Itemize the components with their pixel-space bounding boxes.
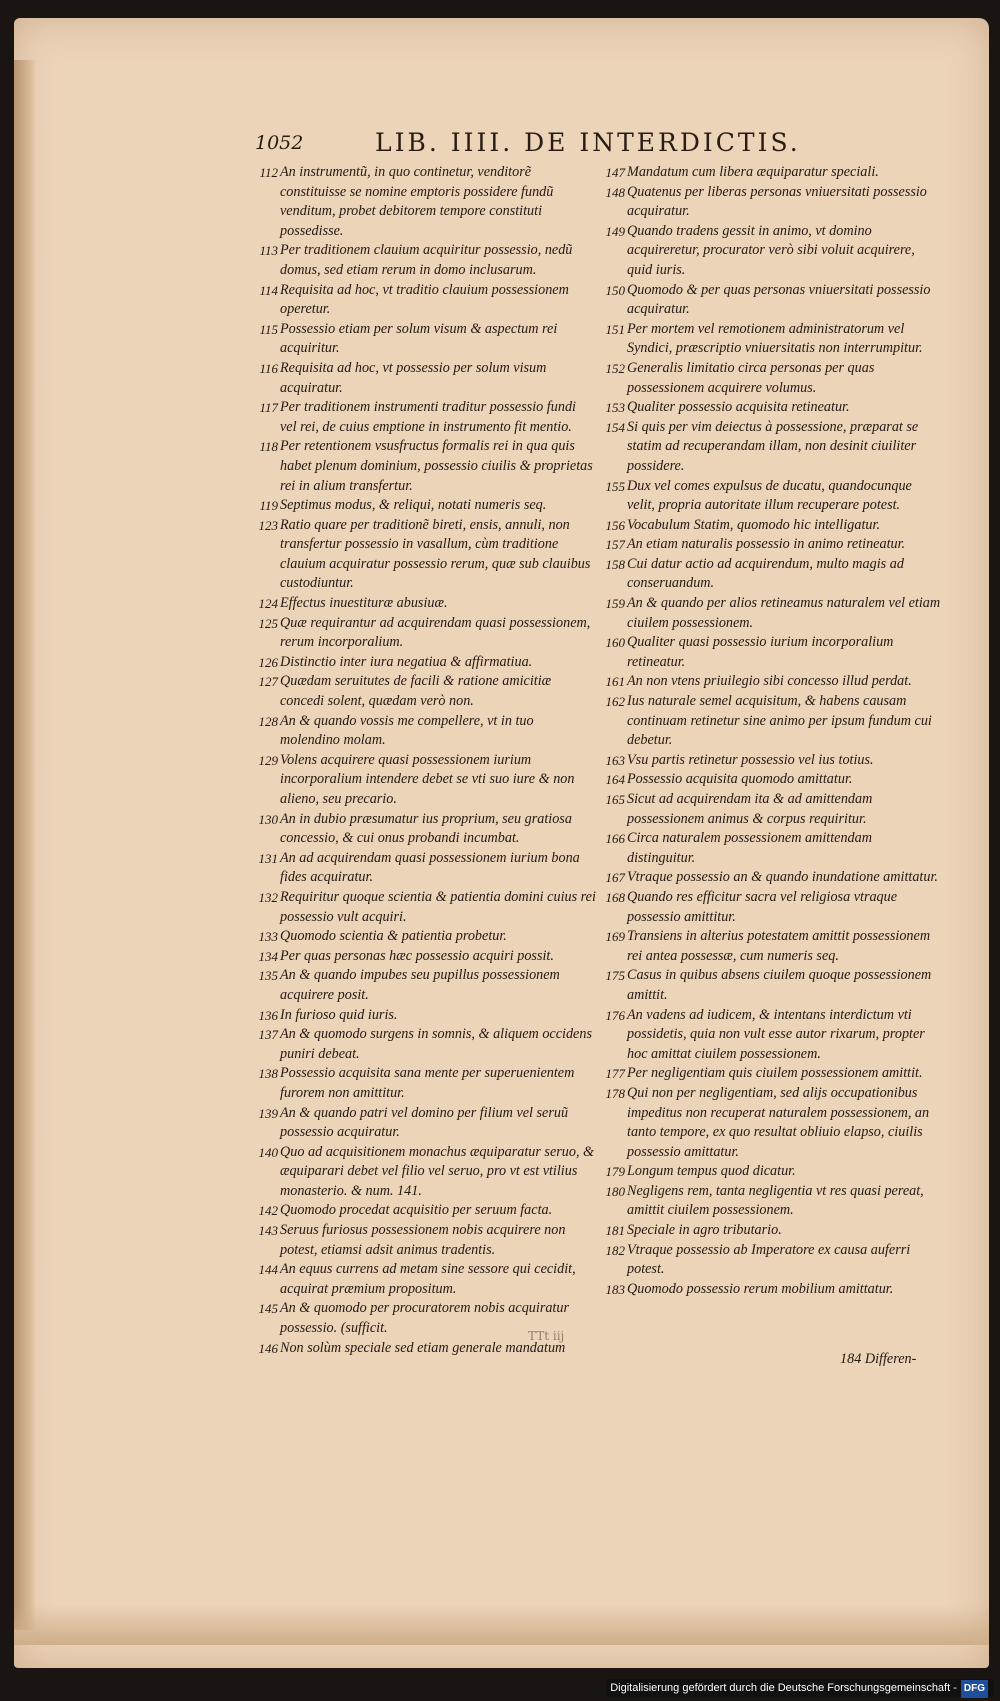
entry-number: 167 <box>605 870 625 886</box>
entry-number: 140 <box>258 1144 278 1160</box>
index-entry <box>256 163 596 241</box>
entry-text: Negligens rem, tanta negligentia vt res quasi pereat, amittit ciuilem possessionem. <box>627 1182 924 1219</box>
index-entry <box>603 535 943 555</box>
entry-number: 130 <box>258 811 278 827</box>
entry-text: Circa naturalem possessionem amittendam distinguitur. <box>627 830 872 866</box>
index-entry <box>256 1143 596 1202</box>
index-entry <box>256 281 596 320</box>
entry-text: An & quomodo per procuratorem nobis acquiratur possessio. (sufficit. <box>280 1300 569 1337</box>
entry-number: 166 <box>605 831 625 847</box>
index-entry <box>603 790 943 829</box>
dfg-logo: DFG <box>961 1680 988 1698</box>
index-entry <box>256 751 596 810</box>
index-entry <box>256 927 596 947</box>
index-entry <box>603 692 943 751</box>
entry-number: 178 <box>605 1085 625 1101</box>
index-entry <box>603 888 943 927</box>
entry-number: 137 <box>258 1027 278 1043</box>
entry-text: An non vtens priuilegio sibi concesso illud perdat. <box>627 673 912 690</box>
entry-number: 153 <box>605 400 625 416</box>
index-entry <box>603 281 943 320</box>
entry-number: 132 <box>258 889 278 905</box>
page-number: 1052 <box>255 132 304 154</box>
entry-text: An & quando impubes seu pupillus possessionem acquirere posit. <box>280 967 560 1003</box>
entry-text: Seruus furiosus possessionem nobis acquirere non potest, etiamsi adsit animus tradentis. <box>280 1222 566 1258</box>
index-entry <box>603 672 943 692</box>
entry-text: An & quando patri vel domino per filium vel seruũ possessio acquiratur. <box>280 1104 569 1141</box>
index-entry <box>256 888 596 927</box>
index-entry <box>603 418 943 477</box>
entry-number: 164 <box>605 772 625 788</box>
entry-text: Volens acquirere quasi possessionem iurium incorporalium intendere debet se vti suo iure & non alieno, seu precario. <box>280 751 575 807</box>
index-entry <box>603 633 943 672</box>
entry-text: Vsu partis retinetur possessio vel ius totius. <box>627 751 874 768</box>
digitization-footer <box>606 1679 994 1697</box>
entry-number: 123 <box>258 517 278 533</box>
index-entry <box>256 1201 596 1221</box>
index-entry <box>603 751 943 771</box>
entry-text: Quomodo scientia & patientia probetur. <box>280 928 507 945</box>
entry-text: Casus in quibus absens ciuilem quoque possessionem amittit. <box>627 967 932 1003</box>
entry-number: 133 <box>258 929 278 945</box>
index-column-right <box>603 163 943 1299</box>
entry-text: An ad acquirendam quasi possessionem iurium bona fides acquiratur. <box>280 849 580 886</box>
entry-text: Cui datur actio ad acquirendum, multo magis ad conseruandum. <box>627 555 904 592</box>
entry-text: Qualiter quasi possessio iurium incorporalium retineatur. <box>627 634 894 670</box>
entry-text: Qualiter possessio acquisita retineatur. <box>627 399 850 416</box>
entry-number: 160 <box>605 635 625 651</box>
entry-number: 175 <box>605 968 625 984</box>
entry-text: Requisita ad hoc, vt possessio per solum visum acquiratur. <box>280 359 547 396</box>
entry-number: 169 <box>605 929 625 945</box>
entry-number: 124 <box>258 596 278 612</box>
page-header <box>255 128 915 158</box>
entry-text: Mandatum cum libera æquiparatur speciali. <box>627 164 879 180</box>
entry-text: Per quas personas hæc possessio acquiri possit. <box>280 947 554 964</box>
entry-number: 128 <box>258 713 278 729</box>
entry-number: 151 <box>605 321 625 337</box>
index-entry <box>256 241 596 280</box>
index-entry <box>256 653 596 673</box>
entry-text: Quando tradens gessit in animo, vt domino acquireretur, procurator verò sibi voluit acquirere, quid iuris. <box>627 222 915 278</box>
index-entry <box>256 849 596 888</box>
index-entry <box>603 1162 943 1182</box>
entry-text: Requiritur quoque scientia & patientia domini cuius rei possessio vult acquiri. <box>280 888 596 925</box>
entry-number: 149 <box>605 223 625 239</box>
entry-text: Ratio quare per traditionẽ bireti, ensis, annuli, non transfertur possessio in vasallum, cùm traditione clauium acquiratur possessio rerum, quæ sub clauibus custodiuntur. <box>280 516 591 592</box>
entry-number: 163 <box>605 752 625 768</box>
index-entry <box>603 222 943 281</box>
entry-text: Quædam seruitutes de facili & ratione amicitiæ concedi solent, quædam verò non. <box>280 673 552 710</box>
entry-number: 135 <box>258 968 278 984</box>
entry-text: An etiam naturalis possessio in animo retineatur. <box>627 536 906 553</box>
entry-text: Quando res efficitur sacra vel religiosa vtraque possessio amittitur. <box>627 888 898 925</box>
page-bottom-edge <box>14 1605 989 1645</box>
entry-text: Per mortem vel remotionem administratorum vel Syndici, præscriptio vniuersitatis non interrumpitur. <box>627 320 923 357</box>
entry-text: Septimus modus, & reliqui, notati numeris seq. <box>280 497 547 514</box>
entry-number: 134 <box>258 948 278 964</box>
index-column-left <box>256 163 596 1358</box>
index-entry <box>603 770 943 790</box>
entry-number: 112 <box>259 165 278 180</box>
index-entry <box>256 516 596 594</box>
index-entry <box>256 594 596 614</box>
index-entry <box>256 1221 596 1260</box>
page-gutter <box>14 60 36 1630</box>
index-entry <box>256 398 596 437</box>
entry-number: 156 <box>605 517 625 533</box>
index-entry <box>256 966 596 1005</box>
index-entry <box>603 516 943 536</box>
entry-text: Quæ requirantur ad acquirendam quasi possessionem, rerum incorporalium. <box>280 614 591 651</box>
entry-text: An & quomodo surgens in somnis, & aliquem occidens puniri debeat. <box>280 1026 592 1062</box>
entry-text: Per traditionem clauium acquiritur possessio, nedũ domus, sed etiam rerum in domo inclusarum. <box>280 242 573 278</box>
index-entry <box>603 183 943 222</box>
index-entry <box>603 320 943 359</box>
entry-number: 168 <box>605 889 625 905</box>
entry-number: 125 <box>258 615 278 631</box>
index-entry <box>603 1280 943 1300</box>
entry-number: 146 <box>258 1340 278 1356</box>
signature-mark: TTt iij <box>528 1329 565 1343</box>
entry-text: Generalis limitatio circa personas per quas possessionem acquirere volumus. <box>627 359 875 396</box>
entry-text: An vadens ad iudicem, & intentans interdictum vti possidetis, quia non vult esse autor rixarum, propter hoc amittat ciuilem possessionem. <box>627 1006 925 1062</box>
index-entry <box>256 496 596 516</box>
entry-text: An equus currens ad metam sine sessore qui cecidit, acquirat præmium propositum. <box>280 1261 576 1297</box>
index-entry <box>256 359 596 398</box>
index-entry <box>603 1182 943 1221</box>
entry-number: 113 <box>259 243 278 259</box>
entry-text: Quomodo procedat acquisitio per seruum facta. <box>280 1202 553 1219</box>
entry-number: 154 <box>605 419 625 435</box>
index-entry <box>603 359 943 398</box>
catchword: 184 Differen- <box>840 1351 917 1367</box>
entry-text: Quatenus per liberas personas vniuersitati possessio acquiratur. <box>627 183 927 220</box>
index-entry <box>256 947 596 967</box>
entry-text: Qui non per negligentiam, sed alijs occupationibus impeditus non recuperat naturalem possessionem, an tanto tempore, ex quo resultat obliuio elapso, ciuilis possessio amittatur. <box>627 1084 930 1160</box>
entry-text: Vtraque possessio an & quando inundatione amittatur. <box>627 869 938 886</box>
index-entry <box>256 1025 596 1064</box>
index-entry <box>603 1084 943 1162</box>
entry-number: 152 <box>605 360 625 376</box>
entry-number: 129 <box>258 752 278 768</box>
index-entry <box>603 1064 943 1084</box>
running-head: LIB. IIII. DE INTERDICTIS. <box>375 128 801 157</box>
index-entry <box>603 1241 943 1280</box>
entry-number: 182 <box>605 1242 625 1258</box>
entry-number: 145 <box>258 1301 278 1317</box>
entry-text: Transiens in alterius potestatem amittit possessionem rei antea possessæ, cum numeris seq. <box>627 928 931 964</box>
entry-text: Possessio etiam per solum visum & aspectum rei acquiritur. <box>280 320 558 357</box>
entry-number: 181 <box>605 1223 625 1239</box>
entry-number: 161 <box>605 674 625 690</box>
index-entry <box>603 398 943 418</box>
index-entry <box>603 966 943 1005</box>
entry-number: 147 <box>605 165 625 180</box>
entry-number: 126 <box>258 654 278 670</box>
entry-number: 158 <box>605 556 625 572</box>
index-entry <box>603 163 943 183</box>
index-entry <box>603 594 943 633</box>
entry-text: Sicut ad acquirendam ita & ad amittendam possessionem animus & corpus requiritur. <box>627 791 873 827</box>
entry-number: 157 <box>605 537 625 553</box>
entry-number: 119 <box>259 498 278 514</box>
entry-number: 114 <box>259 282 278 298</box>
entry-number: 155 <box>605 478 625 494</box>
entry-text: Distinctio inter iura negatiua & affirmatiua. <box>280 653 533 670</box>
index-entry <box>256 1104 596 1143</box>
entry-number: 136 <box>258 1007 278 1023</box>
index-entry <box>603 477 943 516</box>
entry-number: 116 <box>259 360 278 376</box>
entry-number: 127 <box>258 674 278 690</box>
index-entry <box>256 1006 596 1026</box>
entry-text: Quo ad acquisitionem monachus æquiparatur seruo, & æquiparari debet vel filio vel seruo, pro vt est vtilius monasterio. & num. 141. <box>280 1143 595 1199</box>
entry-number: 177 <box>605 1066 625 1082</box>
index-entry <box>603 829 943 868</box>
entry-number: 179 <box>605 1164 625 1180</box>
entry-text: Si quis per vim deiectus à possessione, præparat se statim ad recuperandam illam, non desinit ciuiliter possidere. <box>627 418 919 474</box>
index-entry <box>256 320 596 359</box>
entry-number: 159 <box>605 596 625 612</box>
entry-number: 150 <box>605 282 625 298</box>
entry-number: 165 <box>605 792 625 807</box>
entry-text: Per negligentiam quis ciuilem possessionem amittit. <box>627 1065 923 1082</box>
entry-number: 148 <box>605 184 625 200</box>
entry-text: Quomodo possessio rerum mobilium amittatur. <box>627 1280 894 1297</box>
index-entry <box>256 810 596 849</box>
entry-text: Vocabulum Statim, quomodo hic intelligatur. <box>627 516 880 533</box>
index-entry <box>256 672 596 711</box>
index-entry <box>256 1260 596 1299</box>
entry-text: Effectus inuestituræ abusiuæ. <box>280 595 448 612</box>
entry-text: Per traditionem instrumenti traditur possessio fundi vel rei, de cuius emptione in instrumento fit mentio. <box>280 399 576 435</box>
entry-text: In furioso quid iuris. <box>280 1006 398 1023</box>
entry-number: 143 <box>258 1223 278 1239</box>
entry-number: 176 <box>605 1007 625 1023</box>
entry-number: 162 <box>605 694 625 710</box>
entry-text: Dux vel comes expulsus de ducatu, quandocunque velit, propria autoritate illum recuperare potest. <box>627 477 912 514</box>
entry-number: 138 <box>258 1066 278 1082</box>
entry-text: An instrumentũ, in quo continetur, venditorẽ constituisse se nomine emptoris possidere fundũ venditum, probet debitorem tempore constituti possedisse. <box>280 164 554 239</box>
entry-text: An & quando per alios retineamus naturalem vel etiam ciuilem possessionem. <box>627 595 941 631</box>
entry-text: Speciale in agro tributario. <box>627 1222 782 1239</box>
entry-number: 144 <box>258 1262 278 1278</box>
index-entry <box>603 1221 943 1241</box>
entry-text: Per retentionem vsusfructus formalis rei in qua quis habet plenum dominium, possessio ciuilis & proprietas rei in alium transfertur. <box>280 438 593 494</box>
entry-number: 115 <box>259 321 278 337</box>
footer-text: Digitalisierung gefördert durch die Deutsche Forschungsgemeinschaft - <box>610 1682 957 1694</box>
index-entry <box>603 868 943 888</box>
index-entry <box>256 437 596 496</box>
index-entry <box>256 712 596 751</box>
entry-text: An in dubio præsumatur ius proprium, seu gratiosa concessio, & cui onus probandi incumbat. <box>280 810 572 847</box>
index-entry <box>603 555 943 594</box>
index-entry <box>256 614 596 653</box>
entry-number: 180 <box>605 1183 625 1199</box>
entry-number: 142 <box>258 1203 278 1219</box>
entry-text: Requisita ad hoc, vt traditio clauium possessionem operetur. <box>280 281 569 318</box>
entry-number: 131 <box>258 850 278 866</box>
entry-text: An & quando vossis me compellere, vt in tuo molendino molam. <box>280 712 534 749</box>
entry-text: Longum tempus quod dicatur. <box>627 1163 796 1180</box>
entry-text: Non solùm speciale sed etiam generale mandatum <box>280 1339 566 1356</box>
entry-number: 117 <box>259 400 278 416</box>
entry-text: Possessio acquisita sana mente per superuenientem furorem non amittitur. <box>280 1065 575 1101</box>
entry-text: Vtraque possessio ab Imperatore ex causa auferri potest. <box>627 1241 911 1278</box>
entry-text: Ius naturale semel acquisitum, & habens causam continuam retinetur sine animo per ipsum fundum cui debetur. <box>627 693 932 749</box>
entry-number: 118 <box>259 439 278 455</box>
index-entry <box>603 1006 943 1065</box>
entry-text: Possessio acquisita quomodo amittatur. <box>627 771 853 788</box>
entry-number: 139 <box>258 1105 278 1121</box>
entry-text: Quomodo & per quas personas vniuersitati possessio acquiratur. <box>627 281 931 318</box>
entry-number: 183 <box>605 1281 625 1297</box>
index-entry <box>603 927 943 966</box>
index-entry <box>256 1064 596 1103</box>
